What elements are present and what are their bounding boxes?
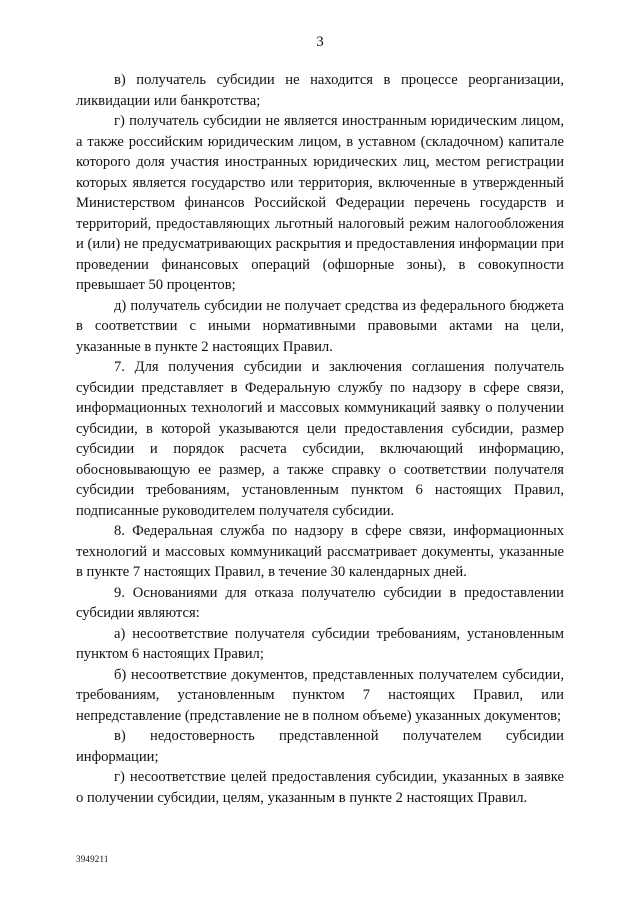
footer-document-code: 3949211 (76, 854, 109, 864)
refusal-item-b: б) несоответствие документов, представленных получателем субсидии, требованиям, установленным пунктом 7 настоящих Правил, или непредставление (представление не в полном объеме) указанных документов; (76, 666, 564, 724)
refusal-item-a: а) несоответствие получателя субсидии требованиям, установленным пунктом 6 настоящих Правил; (76, 625, 564, 662)
clause-8-review: 8. Федеральная служба по надзору в сфере связи, информационных технологий и массовых коммуникаций рассматривает документы, указанные в пункте 7 настоящих Правил, в течение 30 календарных дней. (76, 523, 564, 580)
refusal-item-g: г) несоответствие целей предоставления субсидии, указанных в заявке о получении субсидии, целям, указанным в пункте 2 настоящих Правил. (76, 769, 564, 806)
subitem-g-foreign-entity: г) получатель субсидии не является иностранным юридическим лицом, а также российским юридическим лицом, в уставном (складочном) капитале которого доля участия иностранных юридических лиц, местом регистрации которых является государство или территория, включенные в утвержденный Министерством финансов Российской Федерации перечень государств и территорий, предоставляющих льготный налоговый режим налогообложения и (или) не предусматривающих раскрытия и предоставления информации при проведении финансовых операций (офшорные зоны), в совокупности превышает 50 процентов; (76, 113, 564, 293)
refusal-item-v: в) недостоверность представленной получателем субсидии информации; (76, 728, 564, 765)
document-body (76, 70, 564, 808)
page-number: 3 (316, 34, 324, 50)
subitem-d-federal-budget: д) получатель субсидии не получает средства из федерального бюджета в соответствии с иными нормативными правовыми актами на цели, указанные в пункте 2 настоящих Правил. (76, 297, 564, 355)
subitem-v-reorganization: в) получатель субсидии не находится в процессе реорганизации, ликвидации или банкротства; (76, 72, 564, 109)
clause-9-refusal-grounds: 9. Основаниями для отказа получателю субсидии в предоставлении субсидии являются: (76, 584, 564, 621)
clause-7-application: 7. Для получения субсидии и заключения соглашения получатель субсидии представляет в Федеральную службу по надзору в сфере связи, информационных технологий и массовых коммуникаций заявку о получении субсидии, в которой указываются цели предоставления субсидии, размер субсидии и порядок расчета субсидии, включающий информацию, обосновывающую ее размер, а также справку о соответствии получателя субсидии требованиям, установленным пунктом 6 настоящих Правил, подписанные руководителем получателя субсидии. (76, 359, 564, 519)
